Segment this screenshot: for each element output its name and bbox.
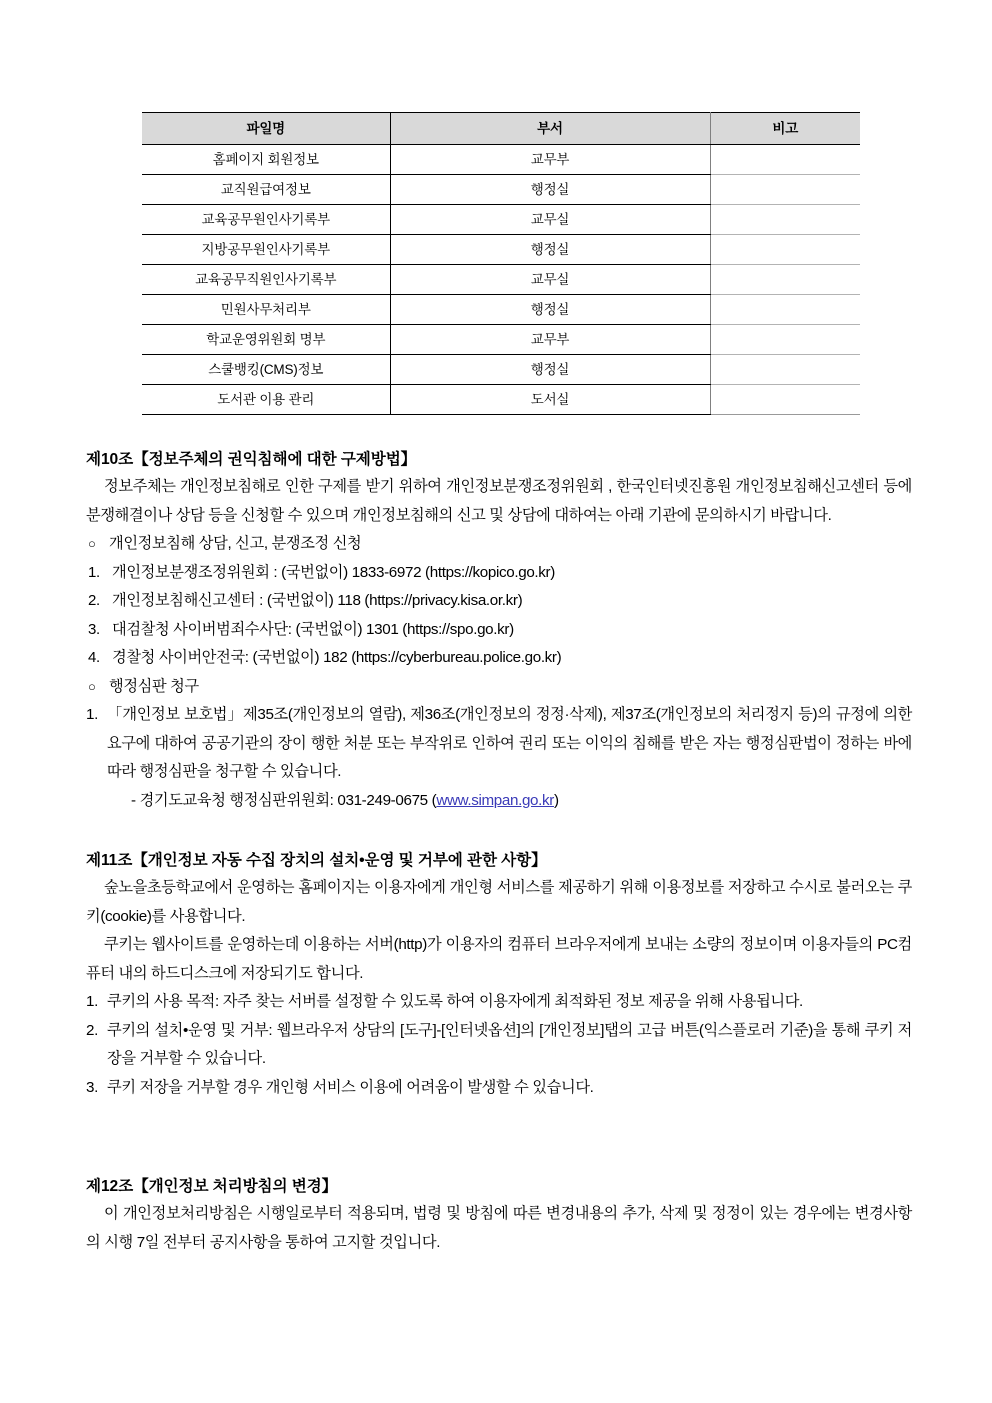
appeal-list-item bbox=[86, 701, 912, 787]
appeal-contact-row bbox=[110, 787, 912, 816]
table-row bbox=[142, 175, 860, 205]
list-number: 2. bbox=[86, 1021, 98, 1039]
article-11-cookie-list bbox=[86, 988, 912, 1102]
cell-department: 교무부 bbox=[390, 145, 710, 175]
appeal-contact-label: 경기도교육청 행정심판위원회: 031-249-0675 ( bbox=[139, 791, 437, 809]
article-10-heading: 제10조【정보주체의 권익침해에 대한 구제방법】 bbox=[86, 451, 417, 468]
table-row bbox=[142, 295, 860, 325]
cell-filename: 교육공무직원인사기록부 bbox=[142, 265, 390, 295]
simpan-website-link[interactable]: www.simpan.go.kr bbox=[436, 791, 554, 809]
cell-department: 교무실 bbox=[390, 265, 710, 295]
article-10-group-2 bbox=[86, 673, 912, 702]
cell-filename: 민원사무처리부 bbox=[142, 295, 390, 325]
table-header bbox=[142, 113, 860, 145]
circle-list-item bbox=[86, 530, 912, 559]
appeal-text: 「개인정보 보호법」제35조(개인정보의 열람), 제36조(개인정보의 정정·삭제), 제37조(개인정보의 처리정지 등)의 규정에 의한 요구에 대하여 공공기관의 장이 행한 처분 또는 부작위로 인하여 권리 또는 이익의 침해를 받은 자는 행정심판법이 정하는 바에 따라 행정심판을 청구할 수 있습니다. bbox=[107, 706, 912, 780]
cell-department: 교무실 bbox=[390, 205, 710, 235]
cookie-list-item bbox=[86, 1017, 912, 1074]
article-10-intro-paragraph: 정보주체는 개인정보침해로 인한 구제를 받기 위하여 개인정보분쟁조정위원회 , 한국인터넷진흥원 개인정보침해신고센터 등에 분쟁해결이나 상담 등을 신청할 수 있으며 개인정보침해의 신고 및 상담에 대하여는 아래 기관에 문의하시기 바랍니다. bbox=[86, 478, 912, 524]
dash-marker: - bbox=[131, 791, 136, 809]
column-header-filename: 파일명 bbox=[142, 113, 390, 145]
cell-department: 교무부 bbox=[390, 325, 710, 355]
cell-filename: 교직원급여정보 bbox=[142, 175, 390, 205]
cell-filename: 도서관 이용 관리 bbox=[142, 385, 390, 415]
list-number: 4. bbox=[88, 649, 100, 666]
contact-text: 개인정보분쟁조정위원회 : (국번없이) 1833-6972 (https://kopico.go.kr) bbox=[112, 563, 555, 581]
cell-department: 행정실 bbox=[390, 355, 710, 385]
contact-list-item bbox=[86, 616, 912, 645]
cell-filename: 지방공무원인사기록부 bbox=[142, 235, 390, 265]
contact-text: 경찰청 사이버안전국: (국번없이) 182 (https://cyberbureau.police.go.kr) bbox=[112, 649, 562, 666]
document-body bbox=[86, 447, 912, 1257]
cell-note bbox=[710, 385, 860, 415]
table-header-row bbox=[142, 113, 860, 145]
table-row bbox=[142, 385, 860, 415]
column-header-note: 비고 bbox=[710, 113, 860, 145]
cell-note bbox=[710, 325, 860, 355]
list-number: 2. bbox=[88, 592, 100, 609]
circle-list-item bbox=[86, 673, 912, 702]
article-11-paragraph-2: 쿠키는 웹사이트를 운영하는데 이용하는 서버(http)가 이용자의 컴퓨터 브라우저에게 보내는 소량의 정보이며 이용자들의 PC컴퓨터 내의 하드디스크에 저장되기도 합니다. bbox=[86, 936, 912, 982]
table-row bbox=[142, 265, 860, 295]
cell-department: 행정실 bbox=[390, 235, 710, 265]
contact-list-item bbox=[86, 644, 912, 673]
cell-note bbox=[710, 265, 860, 295]
cell-note bbox=[710, 235, 860, 265]
group-2-title: 행정심판 청구 bbox=[109, 677, 199, 695]
appeal-contact-tail: ) bbox=[553, 791, 559, 809]
contact-list-item bbox=[86, 587, 912, 616]
table-row bbox=[142, 205, 860, 235]
circle-bullet-icon: ○ bbox=[88, 678, 96, 694]
contact-text: 대검찰청 사이버범죄수사단: (국번없이) 1301 (https://spo.go.kr) bbox=[112, 620, 514, 638]
article-10-group-1 bbox=[86, 530, 912, 559]
circle-bullet-icon: ○ bbox=[88, 536, 96, 551]
table-row bbox=[142, 145, 860, 175]
personal-info-files-table-container bbox=[142, 112, 860, 415]
article-12-paragraph-1: 이 개인정보처리방침은 시행일로부터 적용되며, 법령 및 방침에 따른 변경내용의 추가, 삭제 및 정정이 있는 경우에는 변경사항의 시행 7일 전부터 공지사항을 통하여 고지할 것입니다. bbox=[86, 1205, 912, 1251]
article-11-heading: 제11조【개인정보 자동 수집 장치의 설치•운영 및 거부에 관한 사항】 bbox=[86, 852, 547, 869]
article-12-heading: 제12조【개인정보 처리방침의 변경】 bbox=[86, 1178, 338, 1195]
cell-department: 행정실 bbox=[390, 295, 710, 325]
article-10-appeal-contact-wrap bbox=[86, 787, 912, 816]
cell-department: 도서실 bbox=[390, 385, 710, 415]
table-body bbox=[142, 145, 860, 415]
section-spacer-large bbox=[86, 1102, 912, 1174]
cookie-list-item bbox=[86, 988, 912, 1017]
list-number: 1. bbox=[86, 993, 98, 1010]
cell-department: 행정실 bbox=[390, 175, 710, 205]
personal-info-files-table bbox=[142, 112, 860, 415]
article-10-contact-list bbox=[86, 559, 912, 673]
list-number: 3. bbox=[86, 1078, 98, 1096]
list-number: 1. bbox=[86, 706, 98, 723]
cookie-text: 쿠키의 설치•운영 및 거부: 웹브라우저 상담의 [도구]-[인터넷옵션]의 [개인정보]탭의 고급 버튼(익스플로러 기준)을 통해 쿠키 저장을 거부할 수 있습니다. bbox=[107, 1021, 912, 1067]
list-number: 3. bbox=[88, 620, 100, 638]
cell-filename: 홈페이지 회원정보 bbox=[142, 145, 390, 175]
contact-list-item bbox=[86, 559, 912, 588]
cookie-list-item bbox=[86, 1074, 912, 1103]
appeal-contact-text bbox=[140, 792, 559, 809]
article-10-appeal-list bbox=[86, 701, 912, 787]
group-1-title: 개인정보침해 상담, 신고, 분쟁조정 신청 bbox=[109, 535, 362, 552]
list-number: 1. bbox=[88, 563, 100, 581]
table-row bbox=[142, 325, 860, 355]
cell-filename: 학교운영위원회 명부 bbox=[142, 325, 390, 355]
column-header-department: 부서 bbox=[390, 113, 710, 145]
article-11-paragraph-1: 숲노을초등학교에서 운영하는 홈페이지는 이용자에게 개인형 서비스를 제공하기 위해 이용정보를 저장하고 수시로 불러오는 쿠키(cookie)를 사용합니다. bbox=[86, 879, 912, 925]
table-row bbox=[142, 355, 860, 385]
cookie-text: 쿠키의 사용 목적: 자주 찾는 서버를 설정할 수 있도록 하여 이용자에게 최적화된 정보 제공을 위해 사용됩니다. bbox=[107, 993, 803, 1010]
cookie-text: 쿠키 저장을 거부할 경우 개인형 서비스 이용에 어려움이 발생할 수 있습니다. bbox=[107, 1078, 594, 1096]
cell-note bbox=[710, 355, 860, 385]
table-row bbox=[142, 235, 860, 265]
section-spacer bbox=[86, 815, 912, 848]
cell-note bbox=[710, 145, 860, 175]
cell-note bbox=[710, 295, 860, 325]
cell-filename: 스쿨뱅킹(CMS)정보 bbox=[142, 355, 390, 385]
contact-text: 개인정보침해신고센터 : (국번없이) 118 (https://privacy.kisa.or.kr) bbox=[112, 592, 523, 609]
cell-filename: 교육공무원인사기록부 bbox=[142, 205, 390, 235]
cell-note bbox=[710, 205, 860, 235]
cell-note bbox=[710, 175, 860, 205]
